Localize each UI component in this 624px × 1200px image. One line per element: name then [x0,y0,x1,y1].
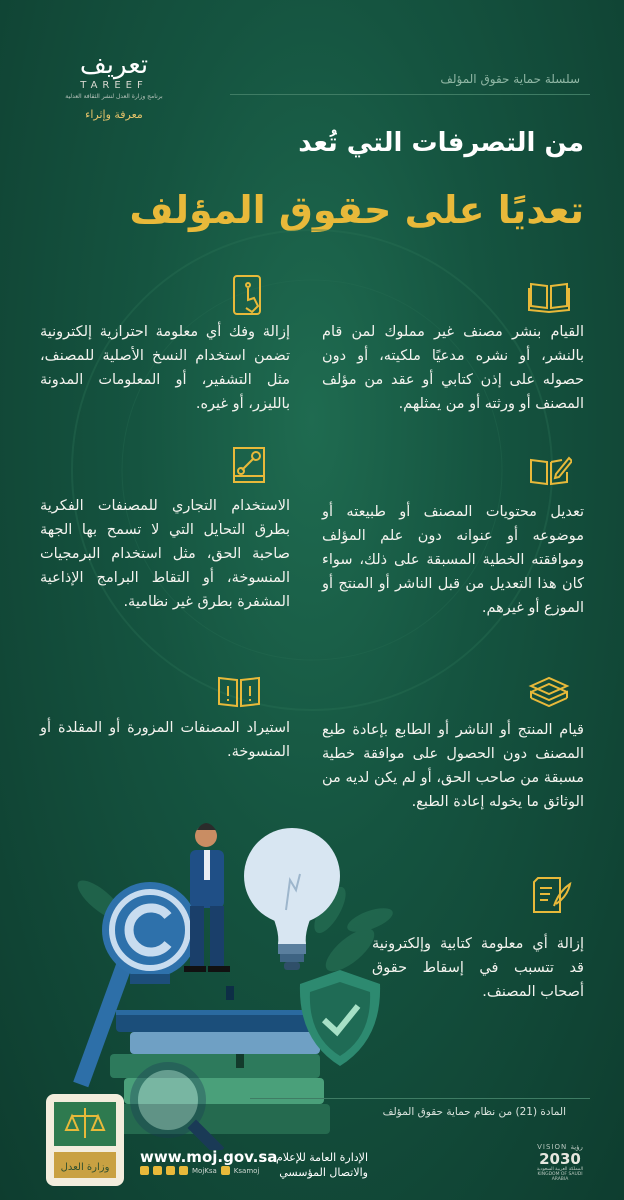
book-edit-icon [526,448,572,494]
ministry-of-justice-emblem [44,1092,126,1188]
header-divider [230,94,590,95]
businessman-figure [184,823,230,972]
series-title: سلسلة حماية حقوق المؤلف [440,72,580,86]
lightbulb-icon [244,828,340,970]
manual-wrench-icon [226,442,272,488]
linkedin-icon[interactable] [179,1166,188,1175]
youtube-icon[interactable] [221,1166,230,1175]
infringement-item-7: استيراد المصنفات المزورة أو المقلدة أو المنسوخة. [40,720,290,760]
vision-year: 2030 [539,1150,581,1168]
vision-label: VISION رؤية [537,1143,583,1151]
document-feather-icon [526,872,572,918]
ministry-logo-text: وزارة العدل [60,1162,110,1173]
department-line-1: الإدارة العامة للإعلام [275,1151,368,1164]
page-title-line-2: تعديًا على حقوق المؤلف [129,188,584,232]
legal-reference-note: المادة (21) من نظام حماية حقوق المؤلف [382,1106,566,1118]
logo-arabic: تعريف [79,50,149,80]
tablet-touch-icon [226,272,272,318]
snapchat-icon[interactable] [166,1166,175,1175]
website-link[interactable]: www.moj.gov.sa [140,1148,278,1166]
infringement-item-2: تعديل محتويات المصنف أو طبيعته أو موضوعه أو عنوانه دون علم المؤلف وموافقته الخطية المسبقة على ذلك، سواء كان هذا التعديل من قبل الناشر أو المنتج أو الموزع أو غيرهم. [322,504,584,616]
social-handles [140,1166,259,1175]
twitter-icon[interactable] [140,1166,149,1175]
logo-subtitle: برنامج وزارة العدل لنشر الثقافة العدلية [65,93,163,100]
vision-subtitle: المملكة العربية السعودية KINGDOM OF SAUDI ARABIA [536,1167,584,1182]
open-book-icon [526,272,572,318]
infringement-item-6: الاستخدام التجاري للمصنفات الفكرية بطرق التحايل التي لا تسمح بها الجهة صاحبة الحق، مثل استخدام البرمجيات المنسوخة، أو التقاط البرامج الإذاعية المشفرة بطرق غير نظامية. [40,498,290,610]
logo-english: TAREEF [80,80,148,91]
department-name [258,1150,368,1180]
department-line-2: والاتصال المؤسسي [279,1166,368,1179]
page-title-line-1: من التصرفات التي تُعد [298,128,584,158]
logo-tagline: معرفة وإثراء [85,108,143,121]
infringement-item-1: القيام بنشر مصنف غير مملوك لمن قام بالنشر، أو نشره مدعيًا ملكيته، أو دون حصوله على إذن كتابي أو عقد من مؤلف المصنف أو ورثته أو من يمثلهم. [322,324,584,412]
social-handle-1[interactable]: MojKsa [192,1166,217,1175]
vision-2030-logo [530,1143,590,1182]
tareef-logo [44,52,184,121]
book-alert-icon [216,668,262,714]
book-stack-icon [526,668,572,714]
footer-divider [250,1098,590,1099]
infringement-item-4: إزالة أي معلومة كتابية وإلكترونية قد تتسبب في إسقاط حقوق أصحاب المصنف. [372,936,584,1000]
infringement-item-3: قيام المنتج أو الناشر أو الطابع بإعادة طبع المصنف دون الحصول على موافقة خطية مسبقة من صاحب الحق، أو لم يكن لديه من الوثائق ما يخوله إعادة الطبع. [322,722,584,810]
social-handle-2[interactable]: Ksamoj [233,1166,260,1175]
infringement-item-5: إزالة وفك أي معلومة احترازية إلكترونية تضمن استخدام النسخ الأصلية للمصنف، مثل التشفير، أو المعلومات المدونة بالليزر، أو غيره. [40,324,290,412]
instagram-icon[interactable] [153,1166,162,1175]
